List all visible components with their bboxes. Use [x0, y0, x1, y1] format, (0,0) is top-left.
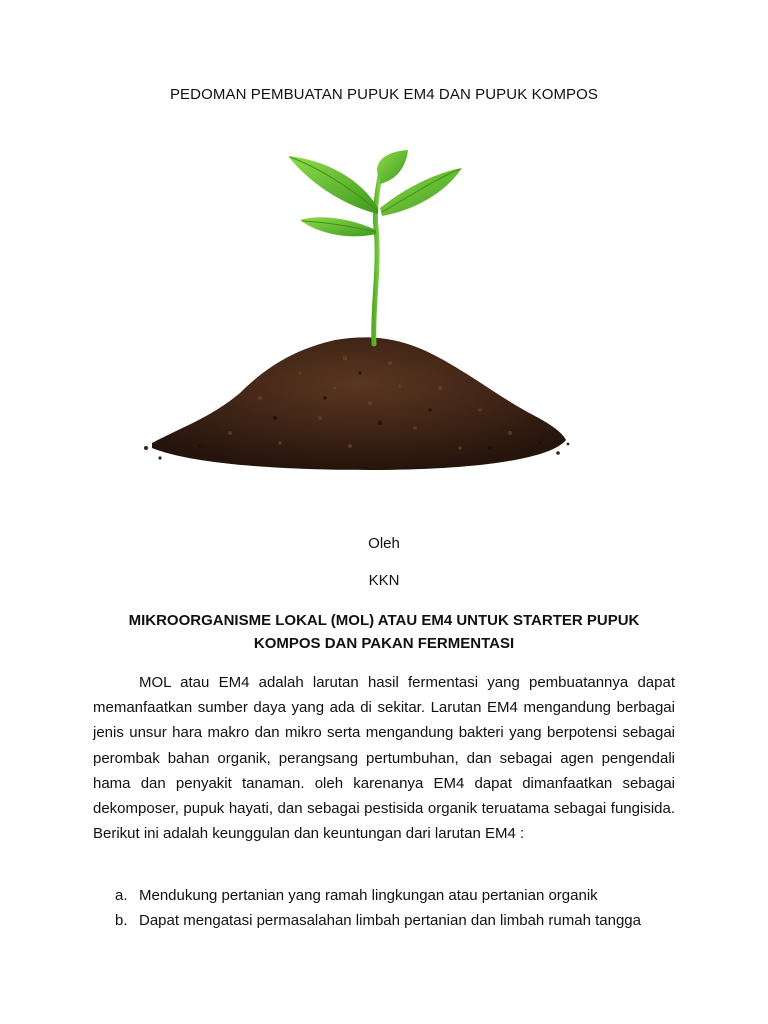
byline-label: Oleh [368, 535, 400, 552]
benefit-list [93, 883, 693, 933]
section-heading [96, 609, 672, 655]
list-marker: a. [115, 887, 128, 904]
page-title: PEDOMAN PEMBUATAN PUPUK EM4 DAN PUPUK KOMPOS [169, 86, 599, 103]
section-heading-line2: KOMPOS DAN PAKAN FERMENTASI [253, 635, 515, 652]
body-paragraph: MOL atau EM4 adalah larutan hasil fermentasi yang pembuatannya dapat memanfaatkan sumber daya yang ada di sekitar. Larutan EM4 mengandung berbagai jenis unsur hara makro dan mikro serta mengandung bakteri yang berpotensi sebagai perombak bahan organik, perangsang pertumbuhan, dan sebagai agen pengendali hama dan penyakit tanaman. oleh karenanya EM4 dapat dimanfaatkan sebagai dekomposer, pupuk hayati, dan sebagai pestisida organik teruatama sebagai fungisida. Berikut ini adalah keunggulan dan keuntungan dari larutan EM4 : [93, 674, 675, 843]
list-marker: b. [115, 912, 128, 929]
list-item-text: Mendukung pertanian yang ramah lingkungan atau pertanian organik [139, 887, 598, 904]
author-name: KKN [368, 572, 400, 589]
list-item-text: Dapat mengatasi permasalahan limbah pertanian dan limbah rumah tangga [139, 912, 641, 929]
section-heading-line1: MIKROORGANISME LOKAL (MOL) ATAU EM4 UNTUK STARTER PUPUK [128, 612, 640, 629]
list-item [93, 908, 693, 933]
seedling-in-soil-icon [140, 148, 570, 483]
list-item [93, 883, 693, 908]
